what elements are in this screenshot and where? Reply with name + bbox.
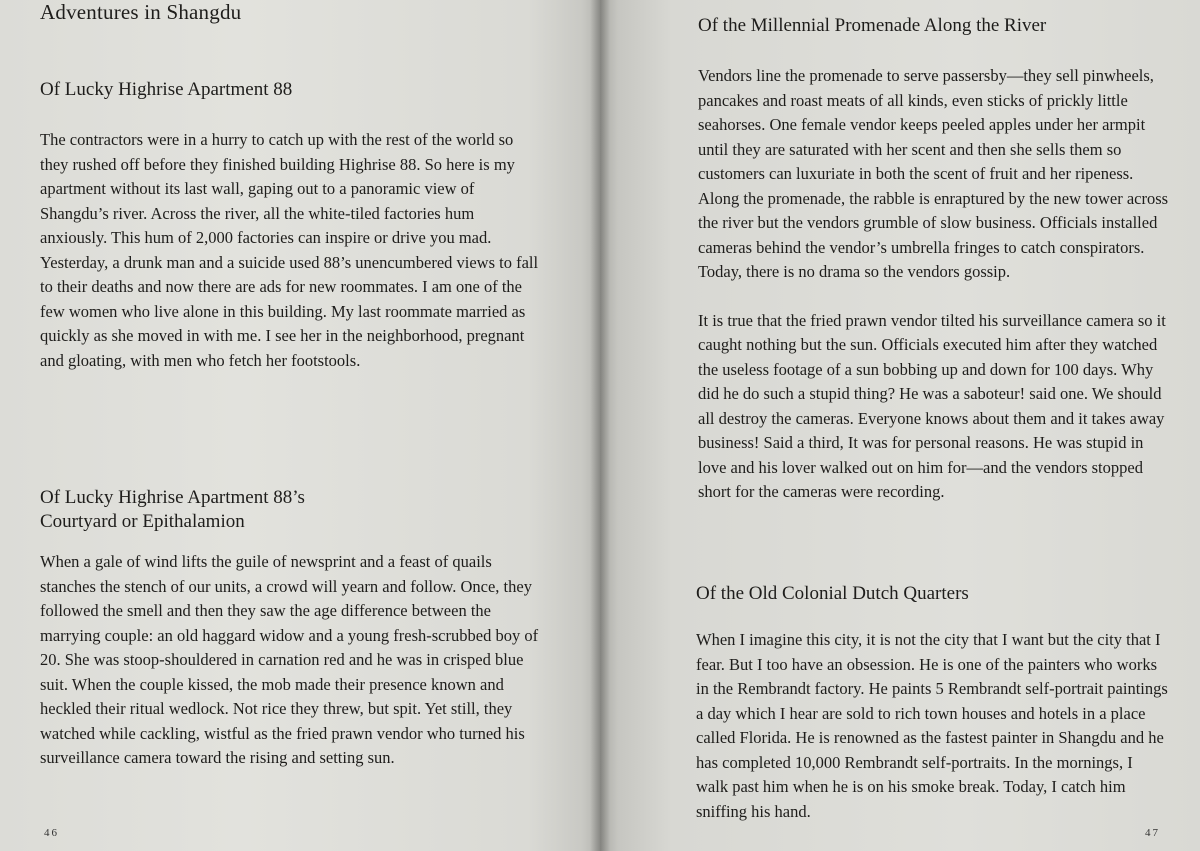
section-paragraph: It is true that the fried prawn vendor tilted his surveillance camera so it caught nothing but the sun. Officials executed him after they watched the useless footage of a sun bobbing up and down for 100 days. Why did he do such a stupid thing? He was a saboteur! said one. We should all destroy the cameras. Everyone knows about them and it takes away business! Said a third, It was for personal reasons. He was stupid in love and his lover walked out on him for—and the vendors stopped short for the cameras were recording. — [698, 310, 1166, 501]
section-heading-line2: Courtyard or Epithalamion — [40, 511, 245, 532]
section-paragraph: Vendors line the promenade to serve passersby—they sell pinwheels, pancakes and roast meats of all kinds, even sticks of prickly little seahorses. One female vendor keeps peeled apples under her armpit until they are saturated with her scent and then she sells them so customers can luxuriate in both the scent of fruit and her ripeness. Along the promenade, the rabble is enraptured by the new tower across the river but the vendors grumble of slow business. Officials installed cameras behind the vendor’s umbrella fringes to catch conspirators. Today, there is no drama so the vendors gossip. — [698, 66, 1169, 281]
section-body: The contractors were in a hurry to catch up with the rest of the world so they rushed off before they finished building Highrise 88. So here is my apartment without its last wall, gaping out to a panoramic view of Shangdu’s river. Across the river, all the white-tiled factories hum anxiously. This hum of 2,000 factories can inspire or drive you mad. Yesterday, a drunk man and a suicide used 88’s unencumbered views to fall to their deaths and now there are ads for new roommates. I am one of the few women who live alone in this building. My last roommate married as quickly as she moved in with me. I see her in the neighborhood, pregnant and gloating, with men who fetch her footstools. — [40, 130, 539, 370]
section-courtyard — [40, 486, 540, 771]
section-paragraph: When I imagine this city, it is not the city that I want but the city that I fear. But I too have an obsession. He is one of the painters who works in the Rembrandt factory. He paints 5 Rembrandt self-portrait paintings a day which I hear are sold to rich town houses and hotels in a place called Florida. He is renowned as the fastest painter in Shangdu and he has completed 10,000 Rembrandt self-portraits. In the mornings, I walk past him when he is on his smoke break. Today, I catch him sniffing his hand. — [696, 630, 1168, 821]
running-head: Adventures in Shangdu — [40, 0, 242, 24]
section-apartment-88 — [40, 78, 540, 373]
right-page — [600, 0, 1200, 851]
page-number-left: 46 — [44, 827, 59, 839]
section-dutch-quarters — [696, 582, 1168, 824]
section-heading: Of the Millennial Promenade Along the River — [698, 15, 1047, 36]
page-number-right: 47 — [1145, 827, 1160, 839]
section-body: When a gale of wind lifts the guile of newsprint and a feast of quails stanches the stench of our units, a crowd will yearn and follow. Once, they followed the smell and then they saw the age difference between the marrying couple: an old haggard widow and a young fresh-scrubbed boy of 20. She was stoop-shouldered in carnation red and he was in crisped blue suit. When the couple kissed, the mob made their presence known and heckled their ritual wedlock. Not rice they threw, but spit. Yet still, they watched while cackling, wistful as the fried prawn vendor who turned his surveillance camera toward the rising and setting sun. — [40, 552, 539, 767]
section-heading: Of Lucky Highrise Apartment 88 — [40, 79, 293, 100]
section-heading: Of the Old Colonial Dutch Quarters — [696, 583, 969, 604]
section-heading-line1: Of Lucky Highrise Apartment 88’s — [40, 487, 305, 508]
section-promenade — [698, 14, 1170, 505]
